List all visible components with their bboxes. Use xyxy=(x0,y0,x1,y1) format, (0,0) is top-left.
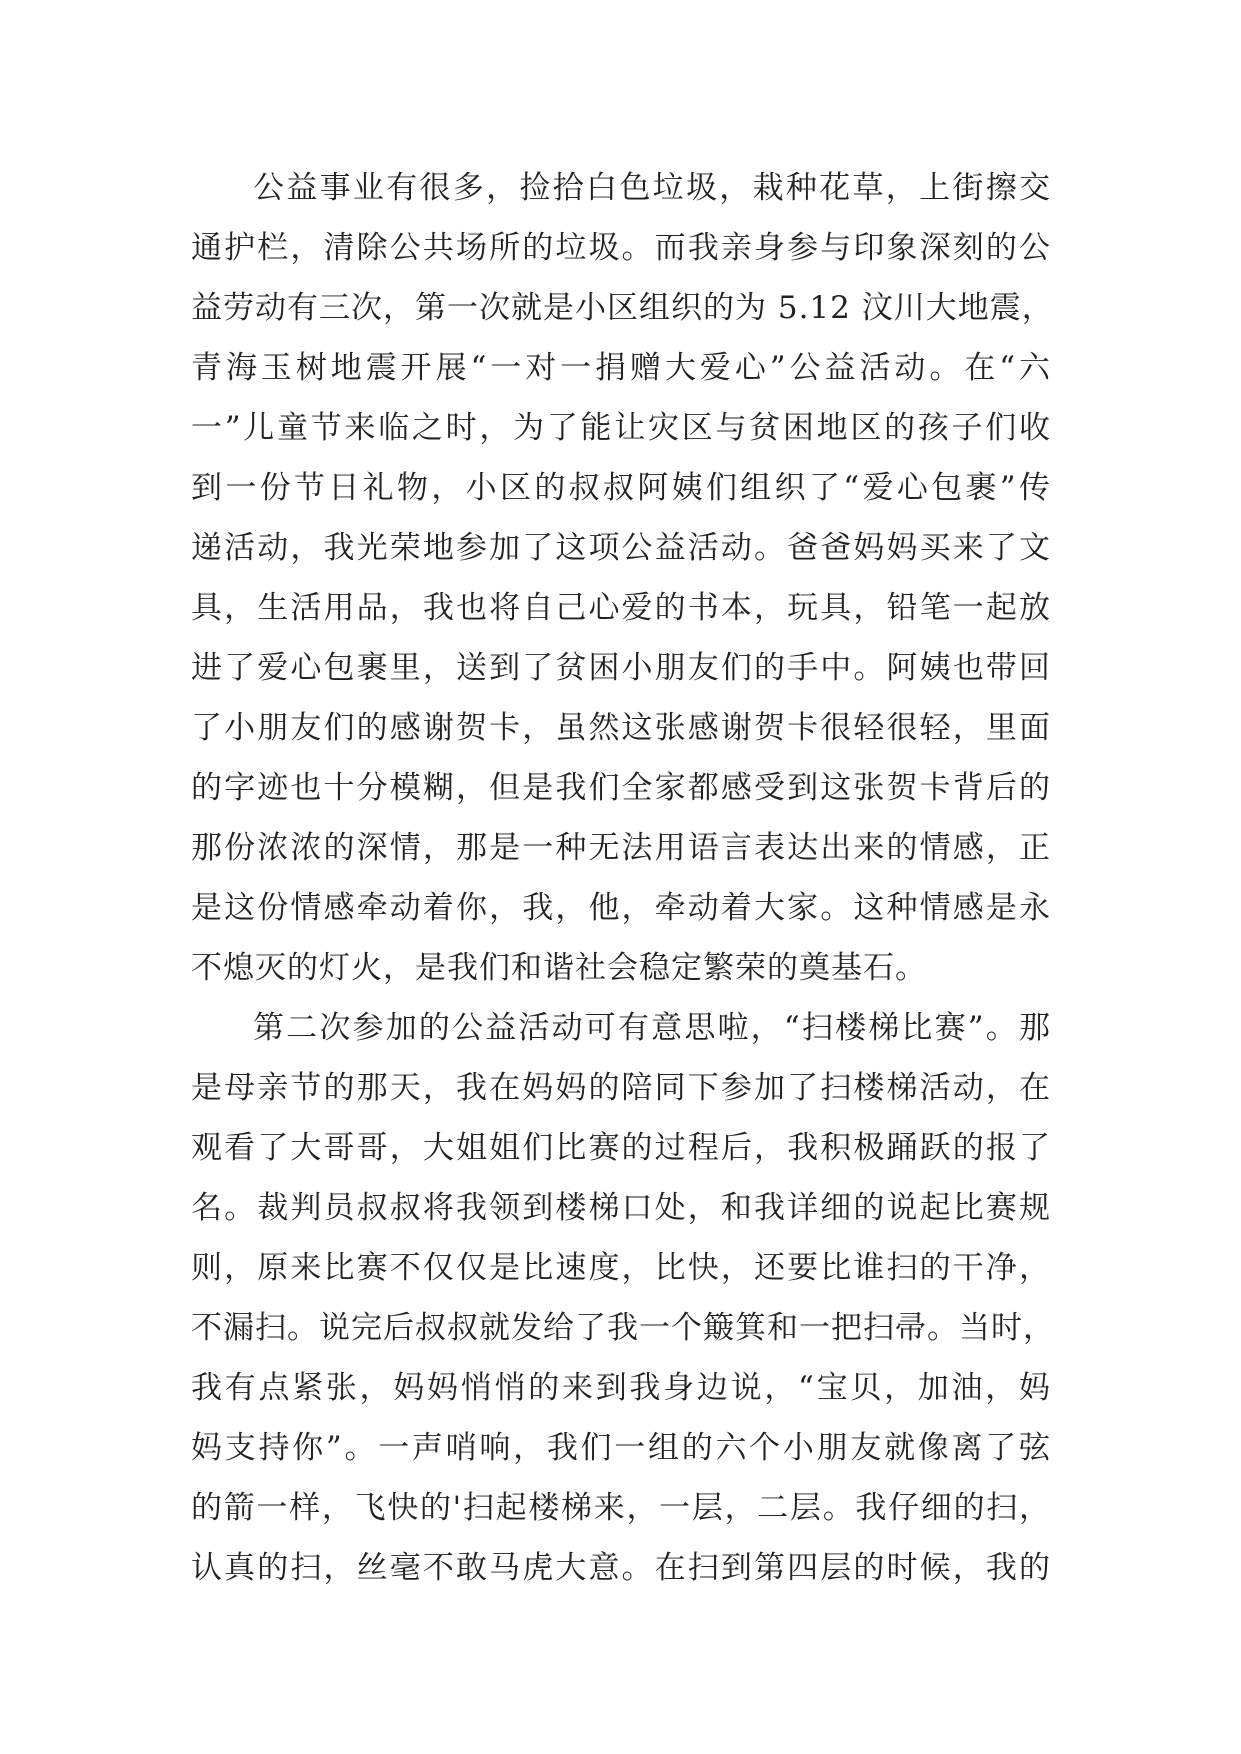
text-line: 则，原来比赛不仅仅是比速度，比快，还要比谁扫的干净， xyxy=(191,1250,1051,1286)
text-line: 妈支持你”。一声哨响，我们一组的六个小朋友就像离了弦 xyxy=(191,1430,1051,1466)
text-line: 了小朋友们的感谢贺卡，虽然这张感谢贺卡很轻很轻，里面 xyxy=(191,710,1051,746)
paragraph-1 xyxy=(191,158,1054,998)
text-line: 是母亲节的那天，我在妈妈的陪同下参加了扫楼梯活动，在 xyxy=(191,1070,1051,1106)
text-line: 那份浓浓的深情，那是一种无法用语言表达出来的情感，正 xyxy=(191,830,1051,866)
text-line: 具，生活用品，我也将自己心爱的书本，玩具，铅笔一起放 xyxy=(191,590,1051,626)
text-line: 一”儿童节来临之时，为了能让灾区与贫困地区的孩子们收 xyxy=(191,410,1051,446)
text-line: 青海玉树地震开展“一对一捐赠大爱心”公益活动。在“六 xyxy=(191,350,1051,386)
text-line: 认真的扫，丝毫不敢马虎大意。在扫到第四层的时候，我的 xyxy=(191,1550,1051,1586)
text-line: 不熄灭的灯火，是我们和谐社会稳定繁荣的奠基石。 xyxy=(191,950,927,986)
body-text xyxy=(191,158,1055,1598)
text-line: 到一份节日礼物，小区的叔叔阿姨们组织了“爱心包裹”传 xyxy=(191,470,1051,506)
text-line: 是这份情感牵动着你，我，他，牵动着大家。这种情感是永 xyxy=(191,890,1051,926)
text-line: 益劳动有三次，第一次就是小区组织的为 5.12 汶川大地震， xyxy=(191,290,1054,326)
paragraph-2 xyxy=(191,998,1055,1598)
text-line: 的字迹也十分模糊，但是我们全家都感受到这张贺卡背后的 xyxy=(191,770,1051,806)
text-line: 通护栏，清除公共场所的垃圾。而我亲身参与印象深刻的公 xyxy=(191,230,1051,266)
text-line: 观看了大哥哥，大姐姐们比赛的过程后，我积极踊跃的报了 xyxy=(191,1130,1051,1166)
text-line: 我有点紧张，妈妈悄悄的来到我身边说，“宝贝，加油，妈 xyxy=(191,1370,1051,1406)
text-line: 的箭一样，飞快的'扫起楼梯来，一层，二层。我仔细的扫， xyxy=(191,1490,1051,1526)
text-line: 名。裁判员叔叔将我领到楼梯口处，和我详细的说起比赛规 xyxy=(191,1190,1051,1226)
text-line: 递活动，我光荣地参加了这项公益活动。爸爸妈妈买来了文 xyxy=(191,530,1051,566)
text-line: 公益事业有很多，捡拾白色垃圾，栽种花草，上街擦交 xyxy=(253,170,1051,206)
text-line: 第二次参加的公益活动可有意思啦，“扫楼梯比赛”。那 xyxy=(253,1010,1051,1046)
text-line: 进了爱心包裹里，送到了贫困小朋友们的手中。阿姨也带回 xyxy=(191,650,1051,686)
text-line: 不漏扫。说完后叔叔就发给了我一个簸箕和一把扫帚。当时， xyxy=(191,1310,1055,1346)
